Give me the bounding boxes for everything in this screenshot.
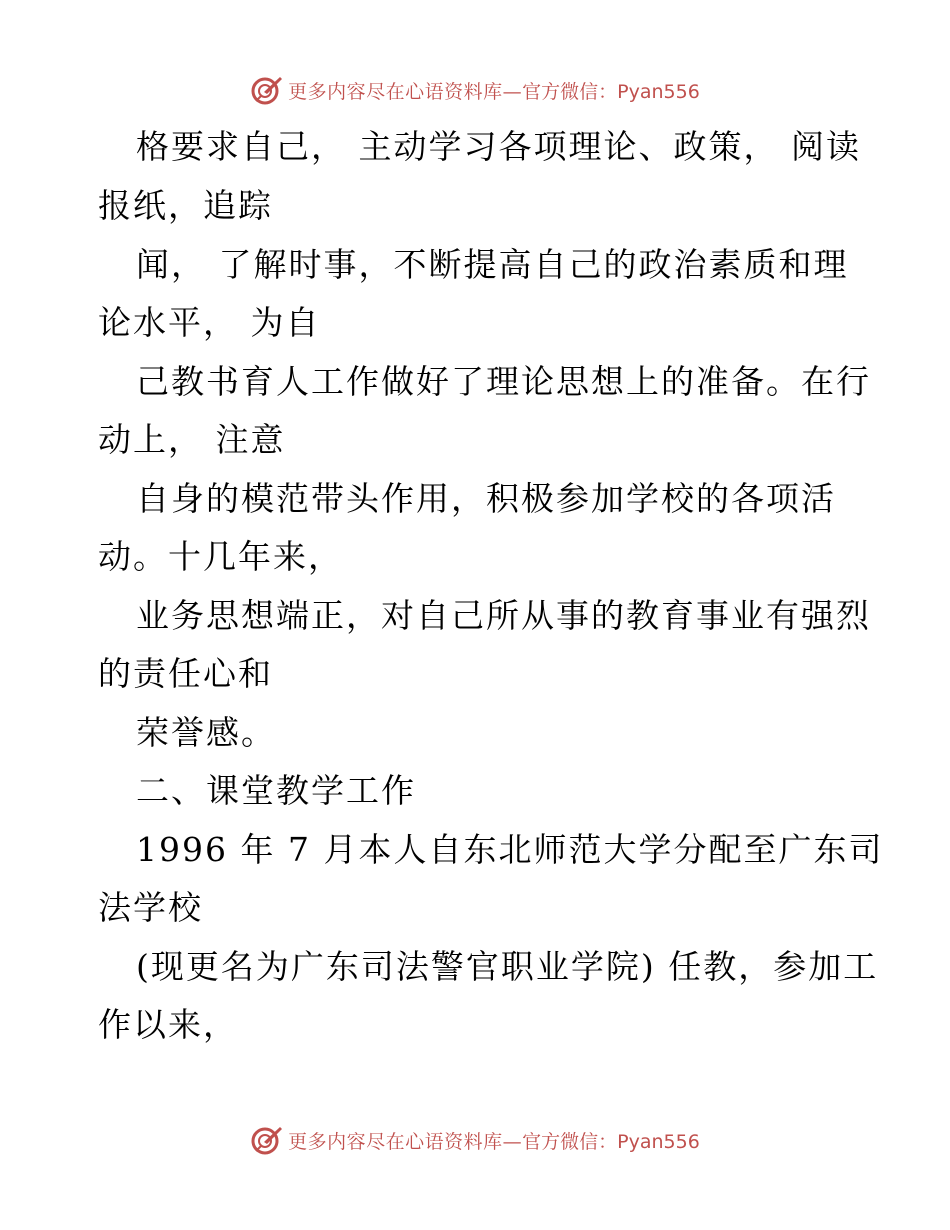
paragraph-line: 法学校 xyxy=(98,888,203,927)
header-promo-text: 更多内容尽在心语资料库— xyxy=(288,80,523,103)
paragraph-line: 1996 年 7 月本人自东北师范大学分配至广东司 xyxy=(136,830,884,869)
paragraph-line: 格要求自己， 主动学习各项理论、政策， 阅读 xyxy=(136,127,861,166)
quill-logo-icon xyxy=(250,1123,284,1157)
paragraph-line: 荣誉感。 xyxy=(136,713,276,752)
quill-logo-icon xyxy=(250,73,284,107)
paragraph-line: 自身的模范带头作用，积极参加学校的各项活 xyxy=(136,479,836,518)
paragraph-line: 作以来， xyxy=(98,1005,238,1044)
paragraph-line: 闻， 了解时事，不断提高自己的政治素质和理 xyxy=(136,245,849,284)
paragraph-line: 动上， 注意 xyxy=(98,420,286,459)
header-contact-text: 官方微信：Pyan556 xyxy=(522,80,700,103)
paragraph-line: 动。十几年来， xyxy=(98,537,343,576)
paragraph-line: 的责任心和 xyxy=(98,654,273,693)
paragraph-line: (现更名为广东司法警官职业学院) 任教，参加工 xyxy=(136,947,879,986)
paragraph-line: 论水平， 为自 xyxy=(98,303,321,342)
paragraph-line: 己教书育人工作做好了理论思想上的准备。在行 xyxy=(136,362,871,401)
paragraph-line: 报纸，追踪 xyxy=(98,186,273,225)
footer-promo-text: 更多内容尽在心语资料库— xyxy=(288,1130,523,1153)
footer-contact-text: 官方微信：Pyan556 xyxy=(522,1130,700,1153)
paragraph-line: 业务思想端正，对自己所从事的教育事业有强烈 xyxy=(136,596,871,635)
section-heading: 二、课堂教学工作 xyxy=(136,771,416,810)
header-banner xyxy=(0,70,950,110)
footer-banner xyxy=(0,1120,950,1160)
